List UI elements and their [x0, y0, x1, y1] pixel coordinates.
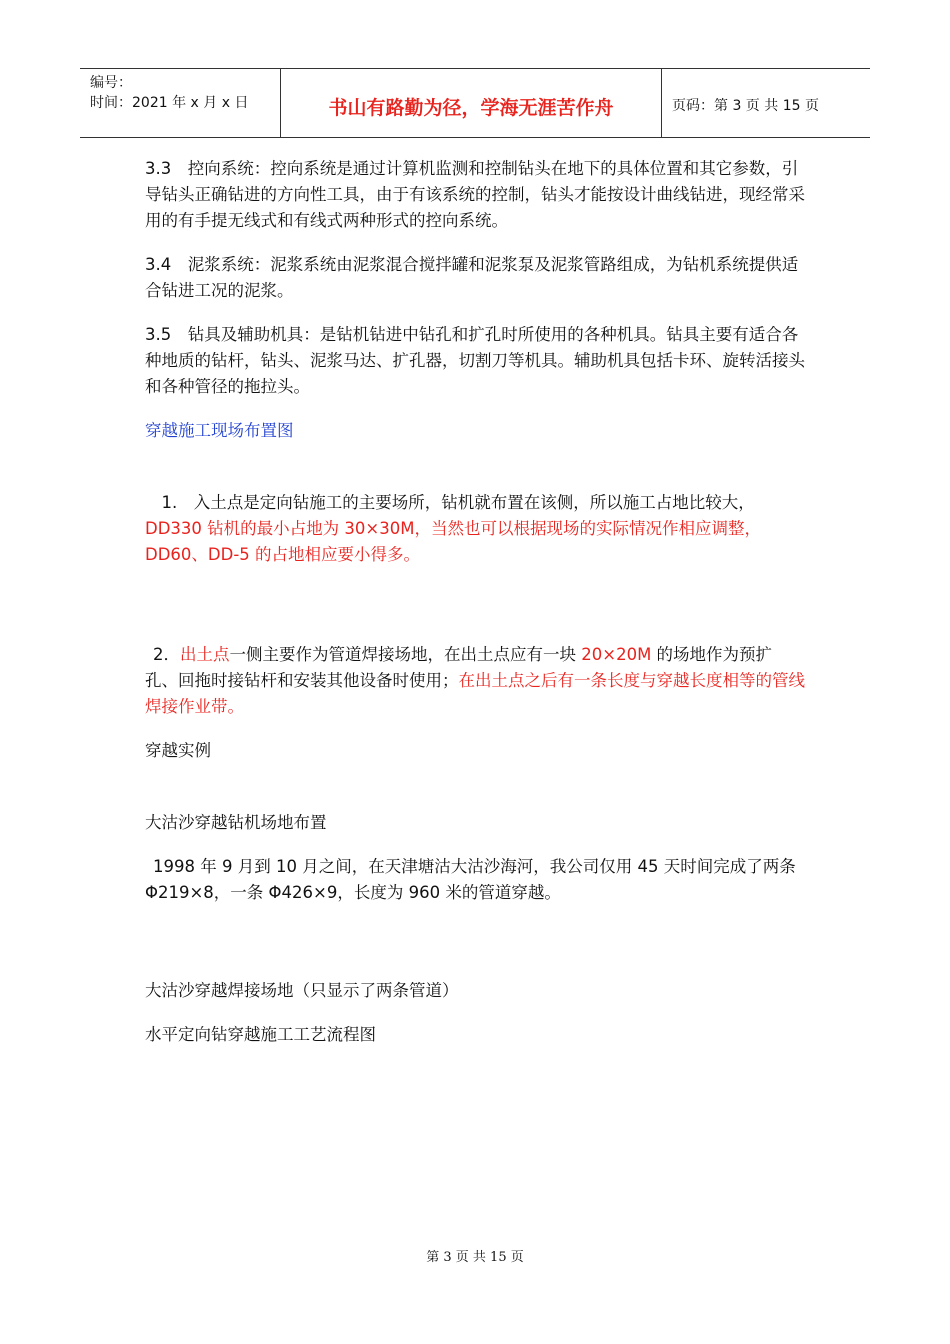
header-meta — [80, 69, 281, 137]
exit-point-text-2: 的场地作为预扩孔、回拖时接钻杆和安装其他设备时使用； — [145, 645, 773, 690]
dagusha-description: 1998 年 9 月到 10 月之间，在天津塘沽大沽沙海河，我公司仅用 45 天时间完成了两条 Φ219×8，一条 Φ426×9，长度为 960 米的管道穿越。 — [145, 857, 796, 902]
paragraph-entry-point — [145, 490, 805, 568]
exit-point-text: 一侧主要作为管道焊接场地，在出土点应有一块 — [229, 645, 582, 664]
code-label: 编号： — [90, 75, 132, 91]
header-page-info: 页码：第 3 页 共 15 页 — [672, 98, 819, 114]
entry-point-text: 1. 入土点是定向钻施工的主要场所，钻机就布置在该侧，所以施工占地比较大， — [145, 493, 755, 512]
section-3-4: 3.4 泥浆系统：泥浆系统由泥浆混合搅拌罐和泥浆泵及泥浆管路组成，为钻机系统提供适合钻进工况的泥浆。 — [145, 255, 799, 300]
page-footer: 第 3 页 共 15 页 — [426, 1250, 524, 1265]
section-3-3: 3.3 控向系统：控向系统是通过计算机监测和控制钻头在地下的具体位置和其它参数，引导钻头正确钻进的方向性工具，由于有该系统的控制，钻头才能按设计曲线钻进，现经常采用的有手提无线式和有线式两种形式的控向系统。 — [145, 159, 805, 230]
layout-diagram-title: 穿越施工现场布置图 — [145, 421, 294, 440]
dagusha-welding-title: 大沽沙穿越焊接场地（只显示了两条管道） — [145, 981, 459, 1000]
document-body — [145, 156, 805, 1066]
entry-point-red-text: DD330 钻机的最小占地为 30×30M，当然也可以根据现场的实际情况作相应调整，DD60、DD-5 的占地相应要小得多。 — [145, 519, 761, 564]
page-header — [80, 68, 870, 138]
exit-point-area: 20×20M — [581, 645, 652, 664]
header-motto: 书山有路勤为径，学海无涯苦作舟 — [281, 69, 662, 137]
dagusha-layout-title: 大沽沙穿越钻机场地布置 — [145, 813, 327, 832]
section-3-5: 3.5 钻具及辅助机具：是钻机钻进中钻孔和扩孔时所使用的各种机具。钻具主要有适合各种地质的钻杆，钻头、泥浆马达、扩孔器，切割刀等机具。辅助机具包括卡环、旋转活接头和各种管径的拖拉头。 — [145, 325, 805, 396]
time-label: 时间：2021 年 x 月 x 日 — [90, 95, 249, 111]
exit-point-welding-belt: 在出土点之后有一条长度与穿越长度相等的管线焊接作业带。 — [145, 671, 805, 716]
paragraph-exit-point — [145, 642, 805, 720]
example-title: 穿越实例 — [145, 741, 211, 760]
flow-chart-title: 水平定向钻穿越施工工艺流程图 — [145, 1025, 376, 1044]
exit-point-number: 2． — [153, 645, 180, 664]
exit-point-label: 出土点 — [180, 645, 230, 664]
